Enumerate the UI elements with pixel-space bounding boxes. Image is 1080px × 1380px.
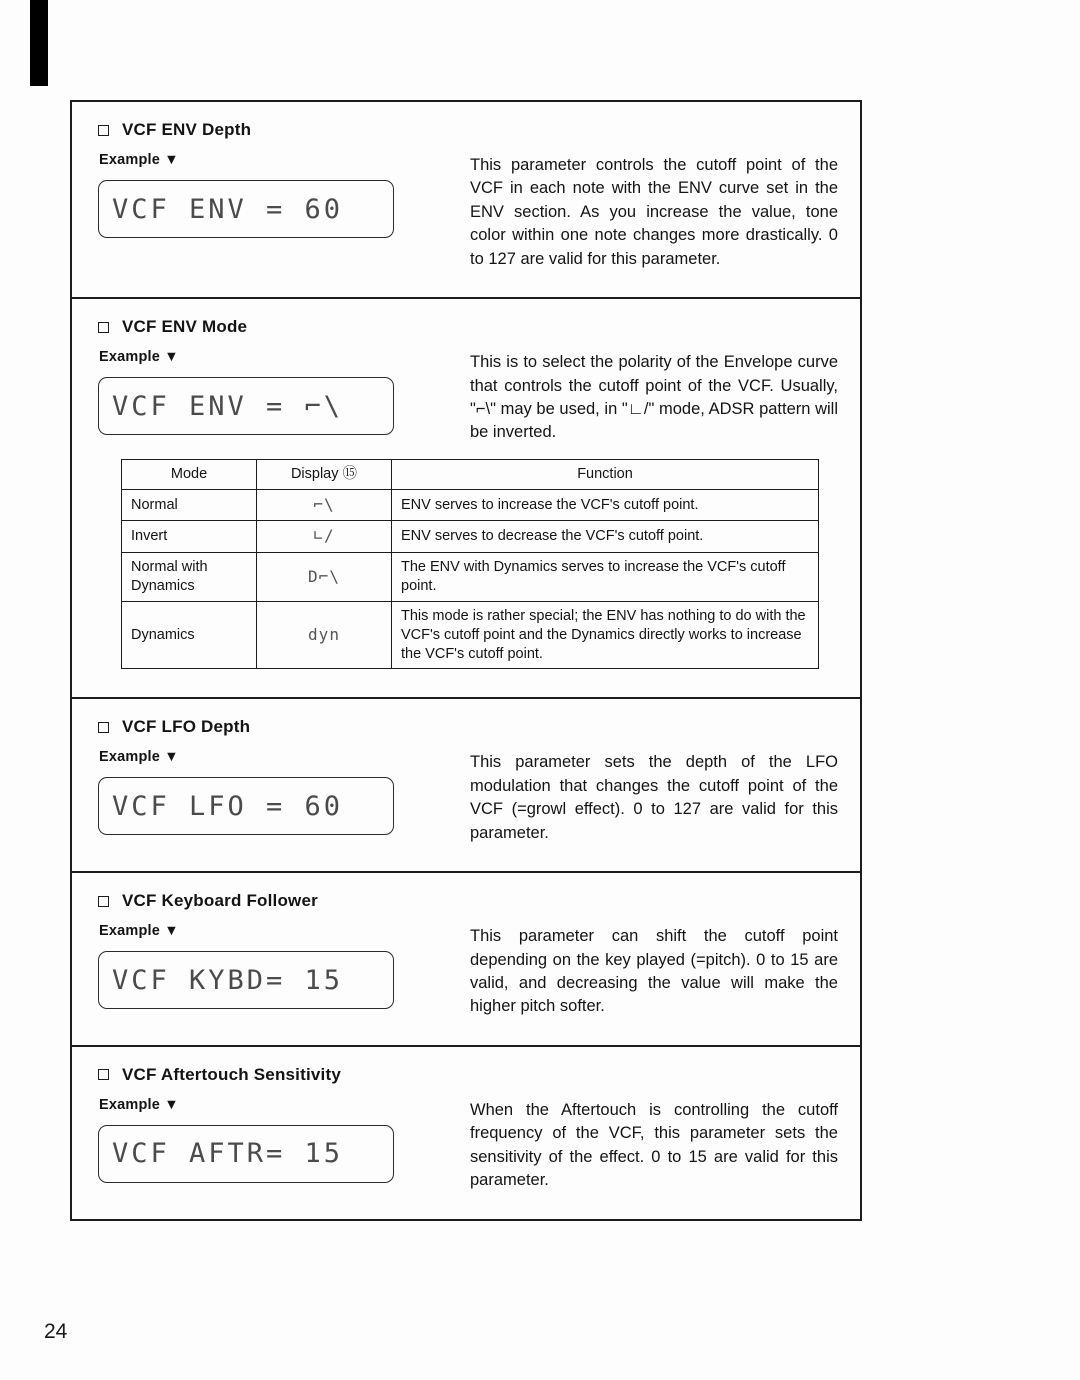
example-label: Example ▼ [99, 749, 179, 766]
content-box [70, 100, 862, 1221]
function-cell: ENV serves to increase the VCF's cutoff point. [392, 489, 819, 521]
function-cell: This mode is rather special; the ENV has nothing to do with the VCF's cutoff point and the Dynamics directly works to increase the VCF's cutoff point. [392, 601, 819, 669]
lcd-display: VCF KYBD= 15 [98, 951, 394, 1009]
env-mode-table [121, 459, 819, 670]
checkbox-square-icon [98, 1069, 109, 1080]
example-label: Example ▼ [99, 923, 179, 940]
example-label: Example ▼ [99, 152, 179, 168]
section-title: VCF ENV Depth [122, 120, 252, 139]
section-body-text: This parameter sets the depth of the LFO modulation that changes the cutoff point of the VCF (=growl effect). 0 to 127 are valid for this parameter. [470, 753, 838, 842]
page-number: 24 [44, 1320, 68, 1343]
header-function: Function [392, 459, 819, 489]
function-cell: ENV serves to decrease the VCF's cutoff point. [392, 521, 819, 553]
checkbox-square-icon [98, 125, 109, 136]
lcd-display: VCF ENV = 60 [98, 180, 394, 238]
section-heading [98, 891, 470, 911]
mode-cell: Dynamics [122, 601, 257, 669]
scan-corner-mark [30, 0, 48, 86]
mode-cell: Invert [122, 521, 257, 553]
header-mode: Mode [122, 459, 257, 489]
function-cell: The ENV with Dynamics serves to increase the VCF's cutoff point. [392, 553, 819, 602]
example-label: Example ▼ [99, 349, 179, 366]
section-body-text: This is to select the polarity of the Envelope curve that controls the cutoff point of the VCF. Usually, "⌐\" may be used, in "∟/" mode, ADSR pattern will be inverted. [470, 353, 838, 442]
lcd-display: VCF AFTR= 15 [98, 1125, 394, 1183]
table-row [122, 489, 819, 521]
mode-cell: Normal [122, 489, 257, 521]
section-title: VCF Aftertouch Sensitivity [122, 1064, 341, 1084]
section-body-text: This parameter controls the cutoff point of the VCF in each note with the ENV curve set in the ENV section. As you increase the value, tone color within one note changes more drastically. 0 to 127 are valid for this parameter. [470, 156, 838, 268]
section-title: VCF Keyboard Follower [122, 891, 318, 911]
section-vcf-env-depth [72, 102, 860, 297]
table-row [122, 553, 819, 602]
section-heading [98, 317, 470, 337]
lcd-display: VCF ENV = ⌐\ [98, 377, 394, 435]
section-body-text: This parameter can shift the cutoff point depending on the key played (=pitch). 0 to 15 are valid, and decreasing the value will make the higher pitch softer. [470, 927, 838, 1016]
section-vcf-aftertouch-sensitivity [72, 1045, 860, 1219]
section-body-text: When the Aftertouch is controlling the cutoff frequency of the VCF, this parameter sets the sensitivity of the effect. 0 to 15 are valid for this parameter. [470, 1100, 838, 1190]
header-display: Display ⑮ [257, 459, 392, 489]
table-row [122, 601, 819, 669]
checkbox-square-icon [98, 896, 109, 907]
example-label: Example ▼ [99, 1096, 179, 1113]
mode-cell: Normal with Dynamics [122, 553, 257, 602]
display-glyph-cell: ⌐\ [257, 489, 392, 521]
section-vcf-lfo-depth [72, 697, 860, 871]
table-header-row [122, 459, 819, 489]
section-heading [98, 717, 470, 737]
section-vcf-keyboard-follower [72, 871, 860, 1045]
table-row [122, 521, 819, 553]
checkbox-square-icon [98, 722, 109, 733]
section-vcf-env-mode [72, 297, 860, 697]
section-title: VCF LFO Depth [122, 717, 251, 737]
section-heading [98, 1065, 470, 1085]
lcd-display: VCF LFO = 60 [98, 777, 394, 835]
display-glyph-cell: D⌐\ [257, 553, 392, 602]
section-title: VCF ENV Mode [122, 317, 248, 337]
section-heading [98, 120, 470, 140]
checkbox-square-icon [98, 322, 109, 333]
display-glyph-cell: dyn [257, 601, 392, 669]
display-glyph-cell: ∟/ [257, 521, 392, 553]
